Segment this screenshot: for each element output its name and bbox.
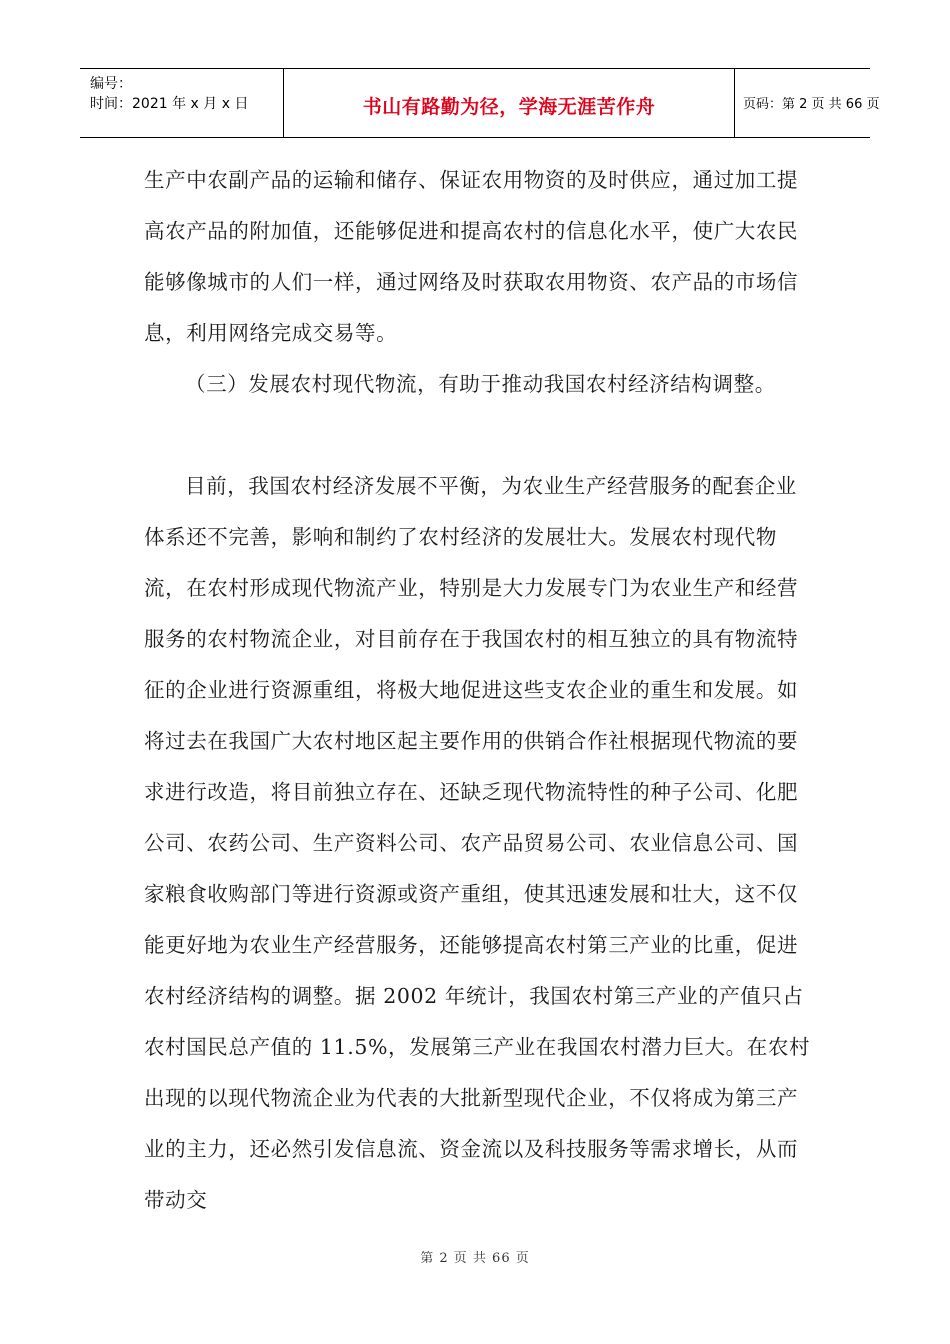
section-heading: （三）发展农村现代物流，有助于推动我国农村经济结构调整。 bbox=[185, 372, 776, 396]
document-body bbox=[144, 155, 814, 1226]
header-page-info: 页码：第 2 页 共 66 页 bbox=[743, 97, 880, 112]
header-motto: 书山有路勤为径，学海无涯苦作舟 bbox=[362, 96, 656, 118]
date-label: 时间：2021 年 x 月 x 日 bbox=[90, 96, 249, 112]
body-paragraph: 生产中农副产品的运输和储存、保证农用物资的及时供应，通过加工提高农产品的附加值，还能够促进和提高农村的信息化水平，使广大农民能够像城市的人们一样，通过网络及时获取农用物资、农产品的市场信息，利用网络完成交易等。 bbox=[144, 168, 799, 345]
paragraph-spacer bbox=[144, 410, 814, 461]
header-table bbox=[80, 68, 880, 138]
header-meta bbox=[80, 69, 283, 137]
page-footer: 第 2 页 共 66 页 bbox=[420, 1251, 530, 1266]
number-label: 编号： bbox=[90, 76, 132, 92]
body-paragraph: 目前，我国农村经济发展不平衡，为农业生产经营服务的配套企业体系还不完善，影响和制约了农村经济的发展壮大。发展农村现代物流，在农村形成现代物流产业，特别是大力发展专门为农业生产和经营服务的农村物流企业，对目前存在于我国农村的相互独立的具有物流特征的企业进行资源重组，将极大地促进这些支农企业的重生和发展。如将过去在我国广大农村地区起主要作用的供销合作社根据现代物流的要求进行改造，将目前独立存在、还缺乏现代物流特性的种子公司、化肥公司、农药公司、生产资料公司、农产品贸易公司、农业信息公司、国家粮食收购部门等进行资源或资产重组，使其迅速发展和壮大，这不仅能更好地为农业生产经营服务，还能够提高农村第三产业的比重，促进农村经济结构的调整。据 2002 年统计，我国农村第三产业的产值只占农村国民总产值的 11.5%，发展第三产业在我国农村潜力巨大。在农村出现的以现代物流企业为代表的大批新型现代企业，不仅将成为第三产业的主力，还必然引发信息流、资金流以及科技服务等需求增长，从而带动交 bbox=[144, 474, 811, 1212]
header-motto-cell bbox=[284, 69, 734, 137]
header-page-cell bbox=[735, 69, 880, 137]
